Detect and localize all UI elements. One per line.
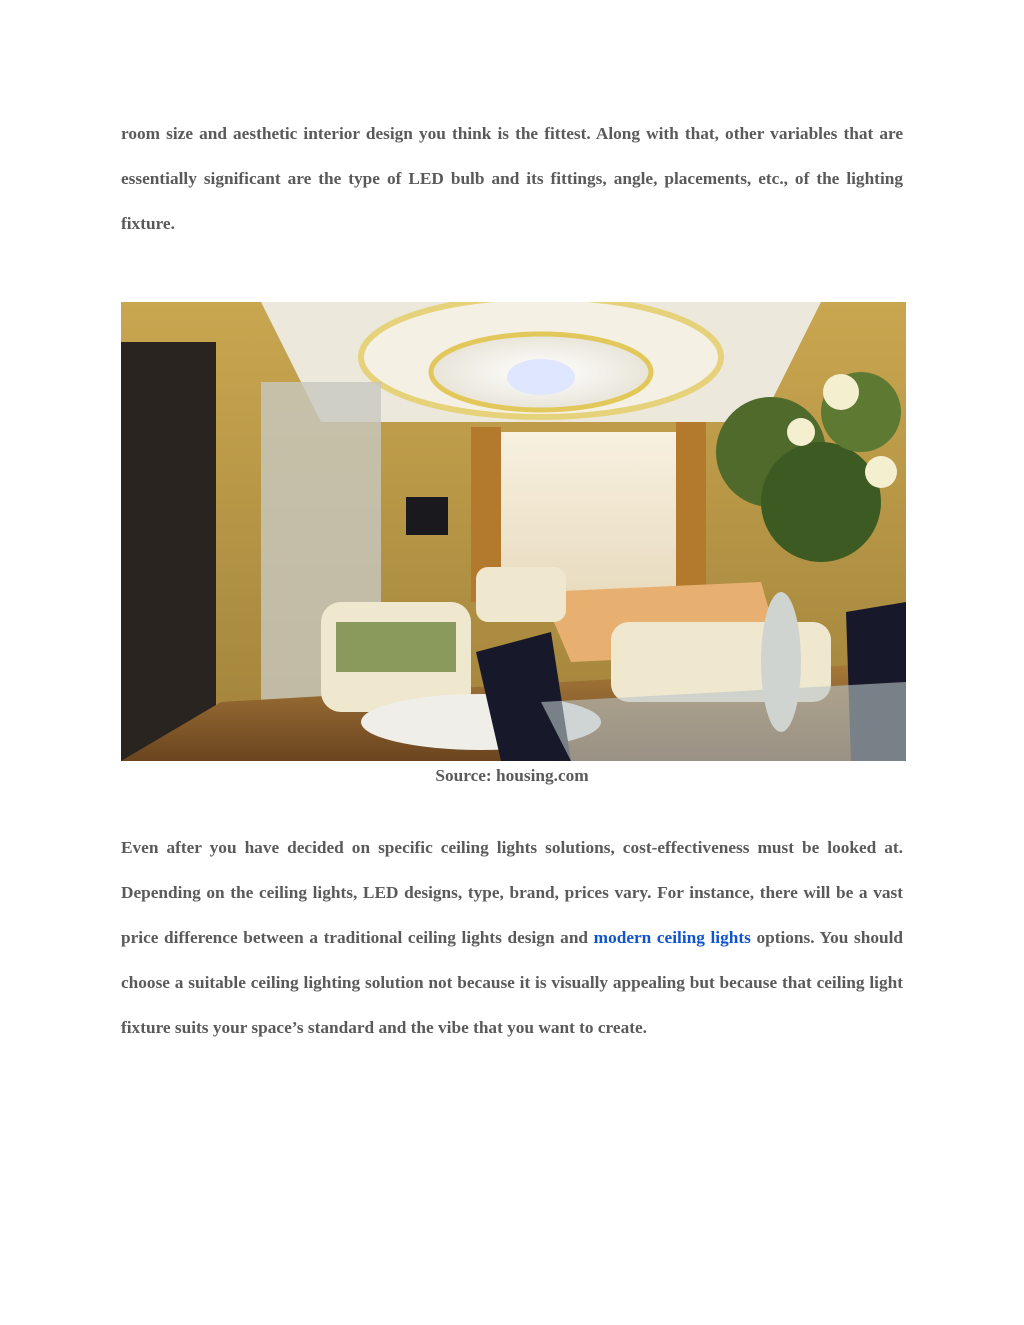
body-paragraph-1 [121, 111, 903, 246]
paragraph-2-text-after-link: options. You should choose a suitable ceiling lighting solution not because it is visually appealing but because that ceiling light fixture suits your space’s standard and the vibe that you want to create. [121, 928, 903, 1037]
modern-ceiling-lights-link[interactable]: modern ceiling lights [593, 928, 751, 947]
figure-caption: Source: housing.com [435, 766, 589, 785]
room-photo [121, 302, 906, 761]
body-paragraph-2 [121, 825, 903, 1050]
paragraph-2-text-before-link: Even after you have decided on specific ceiling lights solutions, cost-effectiveness must be looked at. Depending on the ceiling lights, LED designs, type, brand, prices vary. For instance, there will be a vast price difference between a traditional ceiling lights design and [121, 838, 903, 947]
paragraph-1-text: room size and aesthetic interior design you think is the fittest. Along with that, other variables that are essentially significant are the type of LED bulb and its fittings, angle, placements, etc., of the lighting fixture. [121, 124, 903, 233]
